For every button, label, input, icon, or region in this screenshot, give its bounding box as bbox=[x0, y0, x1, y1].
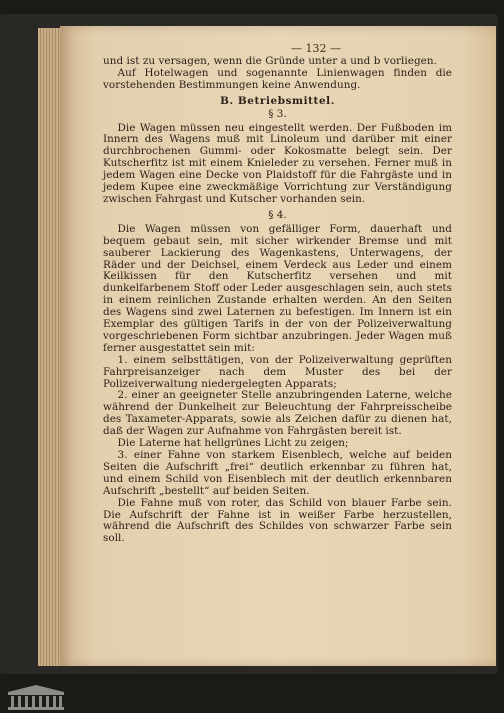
list-item: 1. einem selbsttätigen, von der Polizeiverwaltung geprüften Fahrpreisanzeiger nach dem Muster des bei der Polizeiverwaltung niedergelegten Apparats; bbox=[103, 353, 452, 390]
section-heading: B. Betriebsmittel. bbox=[220, 94, 335, 107]
text-paragraph: Auf Hotelwagen und sogenannte Linienwagen finden die vorstehenden Bestimmungen keine Anwendung. bbox=[103, 66, 452, 91]
library-building-icon bbox=[6, 683, 66, 711]
text-paragraph: Die Laterne hat hellgrünes Licht zu zeigen; bbox=[117, 437, 349, 450]
paragraph-number: § 4. bbox=[268, 208, 287, 221]
footer-bar bbox=[0, 680, 504, 713]
page-number: — 132 — bbox=[291, 42, 341, 55]
page-edges bbox=[38, 28, 62, 666]
paragraph-number: § 3. bbox=[268, 107, 287, 120]
list-item: 3. einer Fahne von starkem Eisenblech, welche auf beiden Seiten die Aufschrift „frei“ deutlich erkennbar zu führen hat, und einem Schild von Eisenblech mit der deutlich erkennbaren Aufschrift „bestellt“ auf beiden Seiten. bbox=[103, 449, 452, 497]
text-paragraph: Die Fahne muß von roter, das Schild von blauer Farbe sein. Die Aufschrift der Fahne ist in weißer Farbe herzustellen, während die Aufschrift des Schildes von schwarzer Farbe sein soll. bbox=[103, 496, 452, 545]
text-paragraph: Die Wagen müssen neu eingestellt werden. Der Fußboden im Innern des Wagens muß mit Linoleum und darüber mit einer durchbrochenen Gummi- oder Kokosmatte belegt sein. Der Kutscherfitz ist mit einem Knieleder zu versehen. Ferner muß in jedem Wagen eine Decke von Plaidstoff für die Fahrgäste und in jedem Kupee eine zweckmäßige Vorrichtung zur Verständigung zwischen Fahrgast und Kutscher vorhanden sein. bbox=[103, 121, 452, 205]
page-text bbox=[103, 56, 452, 545]
text-paragraph: Die Wagen müssen von gefälliger Form, dauerhaft und bequem gebaut sein, mit sicher wirkender Bremse und mit sauberer Lackierung des Wagenkastens, Unterwagens, der Räder und der Deichsel, einem Verdeck aus Leder und einem Keilkissen für den Kutscherfitz versehen und mit dunkelfarbenem Stoff oder Leder ausgeschlagen sein, auch stets in einem reinlichen Zustande erhalten werden. An den Seiten des Wagens sind zwei Laternen zu befestigen. Im Innern ist ein Exemplar des gültigen Tarifs in der von der Polizeiverwaltung vorgeschriebenen Form sichtbar anzubringen. Jeder Wagen muß ferner ausgestattet sein mit: bbox=[103, 222, 452, 354]
list-item: 2. einer an geeigneter Stelle anzubringenden Laterne, welche während der Dunkelheit zur Beleuchtung der Fahrpreisscheibe des Taxameter-Apparats, sowie als Zeichen dafür zu dienen hat, daß der Wagen zur Aufnahme von Fahrgästen bereit ist. bbox=[103, 389, 452, 438]
text-paragraph: und ist zu versagen, wenn die Gründe unter a und b vorliegen. bbox=[103, 55, 437, 67]
